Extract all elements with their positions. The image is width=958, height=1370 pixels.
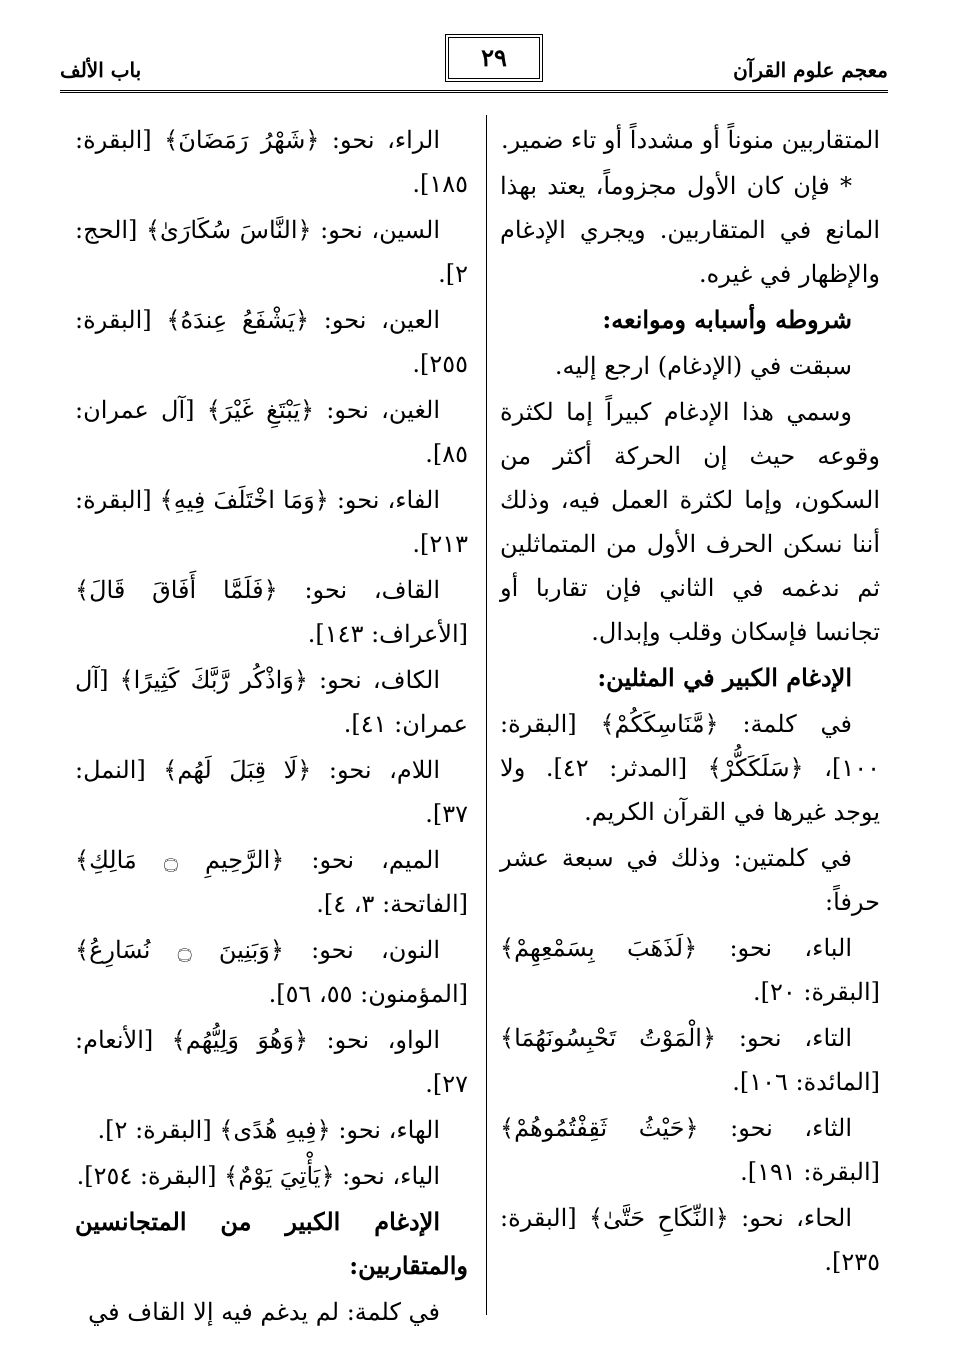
paragraph: القاف، نحو: ﴿فَلَمَّا أَفَاقَ قَالَ﴾ [الأعراف: ١٤٣]. (75, 576, 468, 648)
paragraph: الميم، نحو: ﴿الرَّحِيمِ ۝ مَالِكِ﴾ [الفاتحة: ٣، ٤]. (75, 846, 468, 918)
paragraph: التاء، نحو: ﴿الْمَوْتُ تَحْبِسُونَهُمَا﴾ [المائدة: ١٠٦]. (500, 1024, 880, 1096)
column-divider (486, 115, 487, 1315)
paragraph: السين، نحو: ﴿النَّاسَ سُكَارَىٰ﴾ [الحج: ٢]. (75, 216, 468, 288)
paragraph: النون، نحو: ﴿وَبَنِينَ ۝ نُسَارِعُ﴾ [المؤمنون: ٥٥، ٥٦]. (75, 936, 468, 1008)
paragraph: الراء، نحو: ﴿شَهْرُ رَمَضَانَ﴾ [البقرة: ١٨٥]. (75, 126, 468, 198)
paragraph: في كلمتين: وذلك في سبعة عشر حرفاً: (500, 844, 880, 916)
paragraph: المتقاربين منوناً أو مشدداً أو تاء ضمير. (501, 126, 880, 154)
paragraph: الهاء، نحو: ﴿فِيهِ هُدًى﴾ [البقرة: ٢]. (97, 1116, 440, 1144)
paragraph: سبقت في (الإدغام) ارجع إليه. (554, 352, 852, 380)
paragraph: اللام، نحو: ﴿لَا قِبَلَ لَهُم﴾ [النمل: ٣٧]. (75, 756, 468, 828)
chapter-title: باب الألف (60, 58, 142, 82)
section-heading: شروطه وأسبابه وموانعه: (602, 305, 852, 334)
paragraph: الكاف، نحو: ﴿وَاذْكُر رَّبَّكَ كَثِيرًا﴾ [آل عمران: ٤١]. (75, 666, 468, 738)
paragraph: * فإن كان الأول مجزوماً، يعتد بهذا المانع في المتقاربين. ويجري الإدغام والإظهار في غيره. (500, 172, 880, 288)
paragraph: الفاء، نحو: ﴿وَمَا اخْتَلَفَ فِيهِ﴾ [البقرة: ٢١٣]. (75, 486, 468, 558)
paragraph: الحاء، نحو: ﴿النِّكَاحِ حَتَّىٰ﴾ [البقرة: ٢٣٥]. (500, 1204, 880, 1276)
paragraph: الواو، نحو: ﴿وَهُوَ وَلِيُّهُم﴾ [الأنعام: ٢٧]. (75, 1026, 468, 1098)
section-heading: الإدغام الكبير في المثلين: (597, 663, 852, 692)
section-heading: الإدغام الكبير من المتجانسين والمتقاربين: (75, 1207, 468, 1280)
left-column (75, 118, 468, 1336)
paragraph: وسمي هذا الإدغام كبيراً إما لكثرة وقوعه حيث إن الحركة أكثر من السكون، وإما لكثرة العمل فيه، وذلك أننا نسكن الحرف الأول من المتماثلين ثم ندغمه في الثاني فإن تقاربا أو تجانسا فإسكان وقلب وإبدال. (500, 398, 880, 646)
paragraph: في كلمة: لم يدغم فيه إلا القاف في (88, 1298, 440, 1326)
paragraph: في كلمة: ﴿مَّنَاسِكَكُمْ﴾ [البقرة: ١٠٠]، ﴿سَلَكَكُّرْ﴾ [المدثر: ٤٢]. ولا يوجد غيرها في القرآن الكريم. (500, 710, 880, 826)
paragraph: العين، نحو: ﴿يَشْفَعُ عِندَهُ﴾ [البقرة: ٢٥٥]. (75, 306, 468, 378)
paragraph: الياء، نحو: ﴿يَأْتِيَ يَوْمٌ﴾ [البقرة: ٢٥٤]. (76, 1162, 440, 1190)
header-rule (60, 90, 888, 93)
book-title: معجم علوم القرآن (733, 58, 888, 82)
right-column (500, 118, 880, 1286)
paragraph: الغين، نحو: ﴿يَبْتَغِ غَيْرَ﴾ [آل عمران: ٨٥]. (75, 396, 468, 468)
paragraph: الثاء، نحو: ﴿حَيْثُ ثَقِفْتُمُوهُمْ﴾ [البقرة: ١٩١]. (500, 1114, 880, 1186)
page-header (60, 28, 888, 90)
page-number: ٢٩ (445, 34, 543, 82)
paragraph: الباء، نحو: ﴿لَذَهَبَ بِسَمْعِهِمْ﴾ [البقرة: ٢٠]. (500, 934, 880, 1006)
